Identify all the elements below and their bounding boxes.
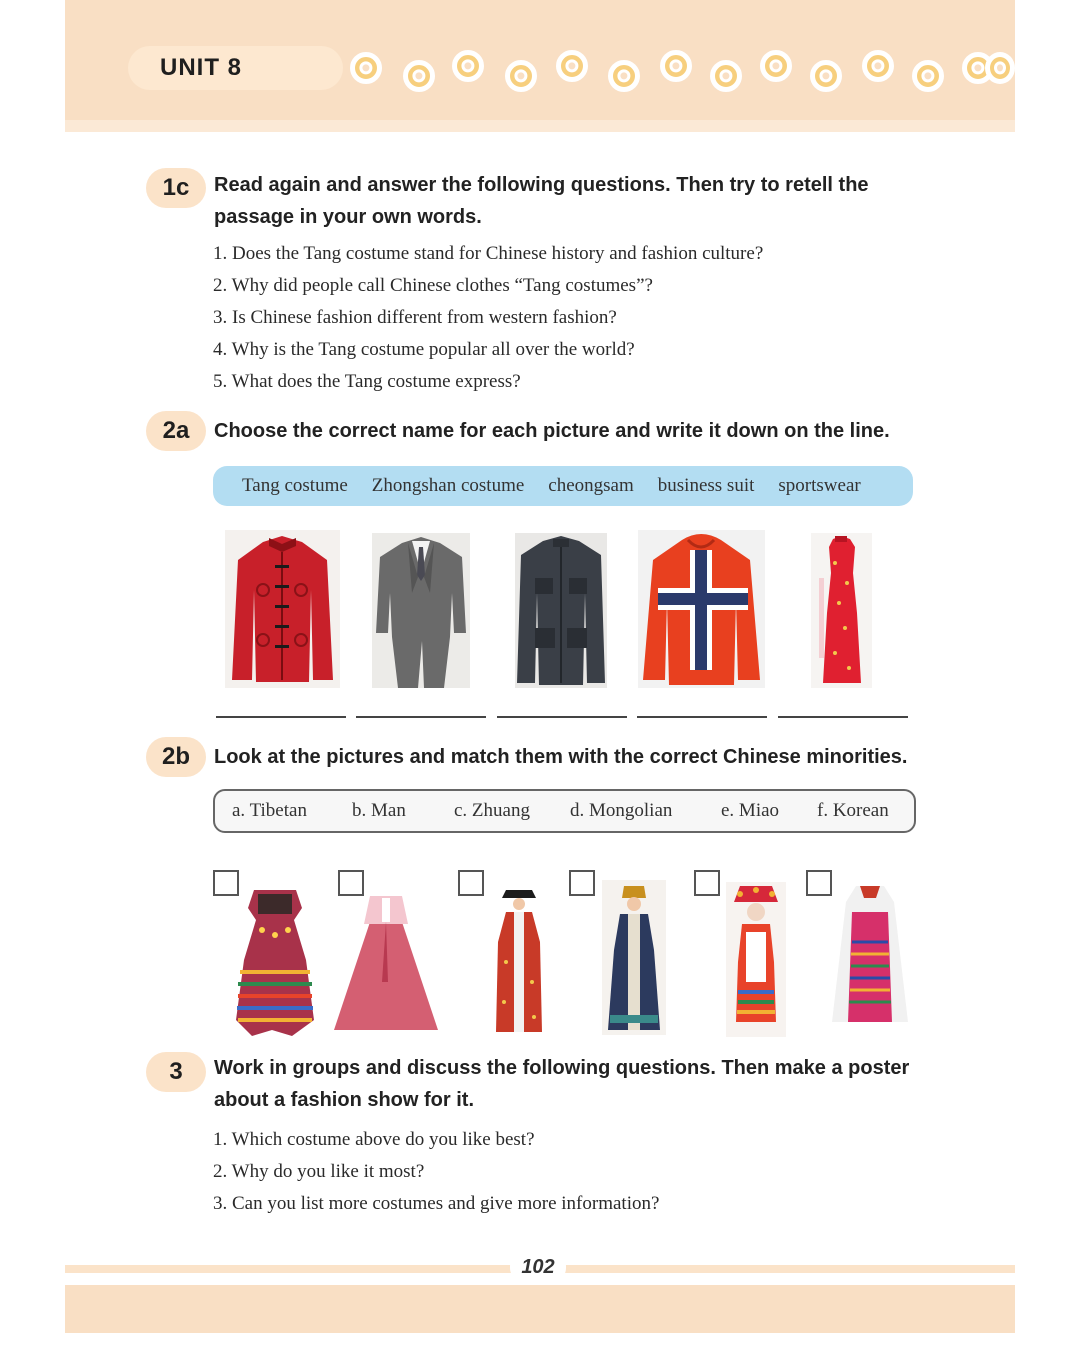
section-2a-badge: 2a [146, 411, 206, 451]
minority-options-box [213, 789, 916, 833]
man-costume-picture [492, 882, 546, 1037]
question-item: 4. Why is the Tang costume popular all over the world? [213, 339, 635, 360]
tang-costume-picture [225, 530, 340, 688]
answer-line[interactable] [216, 716, 346, 718]
question-item: 3. Can you list more costumes and give more information? [213, 1193, 660, 1214]
minority-option: e. Miao [721, 800, 780, 821]
answer-line[interactable] [497, 716, 627, 718]
word-option: Zhongshan costume [371, 475, 525, 496]
question-item: 3. Is Chinese fashion different from western fashion? [213, 307, 617, 328]
answer-checkbox[interactable] [806, 870, 832, 896]
unit-title: UNIT 8 [128, 46, 343, 90]
zhongshan-costume-picture [515, 533, 607, 688]
korean-costume-picture [330, 892, 442, 1034]
answer-line[interactable] [637, 716, 767, 718]
miao-costume-picture [232, 880, 318, 1040]
header-strip [65, 120, 1015, 132]
section-3-badge: 3 [146, 1052, 206, 1092]
question-item: 2. Why do you like it most? [213, 1161, 425, 1182]
zhuang-costume-picture [726, 882, 786, 1037]
tibetan-costume-picture [830, 882, 910, 1032]
answer-checkbox[interactable] [694, 870, 720, 896]
footer-band [65, 1285, 1015, 1333]
question-item: 2. Why did people call Chinese clothes “Tang costumes”? [213, 275, 653, 296]
mongolian-costume-picture [602, 880, 666, 1035]
section-3-instruction: Work in groups and discuss the following questions. Then make a poster about a fashion show for it. [214, 1057, 910, 1111]
answer-line[interactable] [356, 716, 486, 718]
minority-option: c. Zhuang [454, 800, 530, 821]
section-2b-badge: 2b [146, 737, 206, 777]
page-number: 102 [510, 1252, 566, 1282]
answer-checkbox[interactable] [569, 870, 595, 896]
question-item: 5. What does the Tang costume express? [213, 371, 521, 392]
section-1c-badge: 1c [146, 168, 206, 208]
word-option: cheongsam [548, 475, 634, 496]
cheongsam-picture [811, 533, 872, 688]
minority-option: f. Korean [817, 800, 889, 821]
section-1c-instruction: Read again and answer the following questions. Then try to retell the passage in your own words. [214, 174, 869, 228]
minority-option: d. Mongolian [570, 800, 673, 821]
word-option: Tang costume [242, 475, 348, 496]
word-bank-2a [213, 466, 913, 506]
word-option: business suit [657, 475, 755, 496]
minority-option: b. Man [352, 800, 406, 821]
section-2a-instruction: Choose the correct name for each picture and write it down on the line. [214, 420, 890, 442]
sportswear-picture [638, 530, 765, 688]
answer-checkbox[interactable] [458, 870, 484, 896]
question-item: 1. Does the Tang costume stand for Chinese history and fashion culture? [213, 243, 764, 264]
section-3-questions [213, 1124, 659, 1220]
business-suit-picture [372, 533, 470, 688]
word-option: sportswear [778, 475, 861, 496]
section-1c-questions [213, 238, 763, 398]
answer-line[interactable] [778, 716, 908, 718]
minority-option: a. Tibetan [232, 800, 307, 821]
question-item: 1. Which costume above do you like best? [213, 1129, 535, 1150]
section-2b-instruction: Look at the pictures and match them with the correct Chinese minorities. [214, 746, 908, 768]
